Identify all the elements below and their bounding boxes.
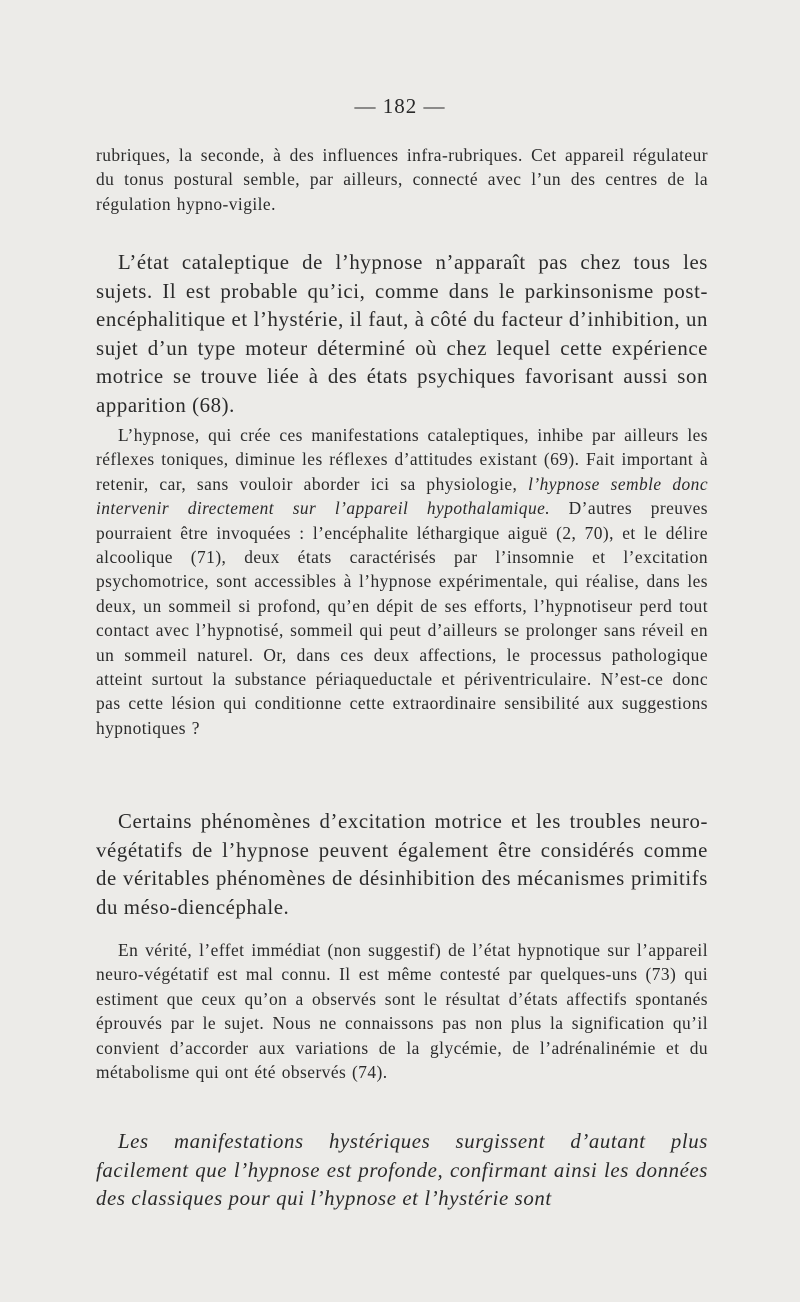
emphasized-text: l’hypnose semble donc intervenir directement sur l’appareil hypothalamique. bbox=[96, 473, 708, 519]
paragraph-excitation-phenomena: Certains phénomènes d’excitation motrice et les troubles neuro-végétatifs de l’hypnose peuvent également être considérés comme de véritables phénomènes de désinhibition des mécanismes primitifs du méso-diencéphale. bbox=[96, 810, 708, 919]
paragraph-cataleptic-state: L’état cataleptique de l’hypnose n’apparaît pas chez tous les sujets. Il est probable qu’ici, comme dans le parkinsonisme post-encéphalitique et l’hystérie, il faut, à côté du facteur d’inhibition, un sujet d’un type moteur déterminé où chez lequel cette expérience motrice se trouve liée à des états psychiques favorisant aussi son apparition (68). bbox=[96, 251, 708, 417]
paragraph-neurovegetative-effect: En vérité, l’effet immédiat (non suggestif) de l’état hypnotique sur l’appareil neuro-végétatif est mal connu. Il est même contesté par quelques-uns (73) qui estiment que ceux qu’on a observés sont le résultat d’états affectifs spontanés éprouvés par le sujet. Nous ne connaissons pas non plus la signification qu’il convient d’accorder aux variations de la glycémie, de l’adrénalinémie et du métabolisme qui ont été observés (74). bbox=[96, 940, 708, 1083]
paragraph-hysterical-manifestations: Les manifestations hystériques surgissent d’autant plus facilement que l’hypnose est profonde, confirmant ainsi les données des classiques pour qui l’hypnose et l’hystérie sont bbox=[96, 1130, 708, 1211]
paragraph-text: L’hypnose, qui crée ces manifestations cataleptiques, inhibe par ailleurs les réflexes toniques, diminue les réflexes d’attitudes existant (69). Fait important à retenir, car, sans vouloir aborder ici sa physiologie, bbox=[96, 425, 708, 494]
paragraph-text: D’autres preuves pourraient être invoquées : l’encéphalite léthargique aiguë (2, 70), et le délire alcoolique (71), deux états caractérisés par l’insomnie et l’excitation psychomotrice, sont accessibles à l’hypnose expérimentale, qui réalise, dans les deux, un sommeil si profond, qu’en dépit de ses efforts, l’hypnotiseur perd tout contact avec l’hypnotisé, sommeil qui peut d’ailleurs se prolonger sans réveil en un sommeil naturel. Or, dans ces deux affections, le processus pathologique atteint surtout la substance périaqueductale et périventriculaire. N’est-ce donc pas cette lésion qui conditionne cette extraordinaire sensibilité aux suggestions hypnotiques ? bbox=[96, 498, 708, 738]
paragraph-continuation: rubriques, la seconde, à des influences infra-rubriques. Cet appareil régulateur du tonus postural semble, par ailleurs, connecté avec l’un des centres de la régulation hypno-vigile. bbox=[96, 145, 708, 214]
page-number: — 182 — bbox=[354, 94, 446, 118]
paragraph-hypnosis-reflexes bbox=[96, 423, 708, 740]
